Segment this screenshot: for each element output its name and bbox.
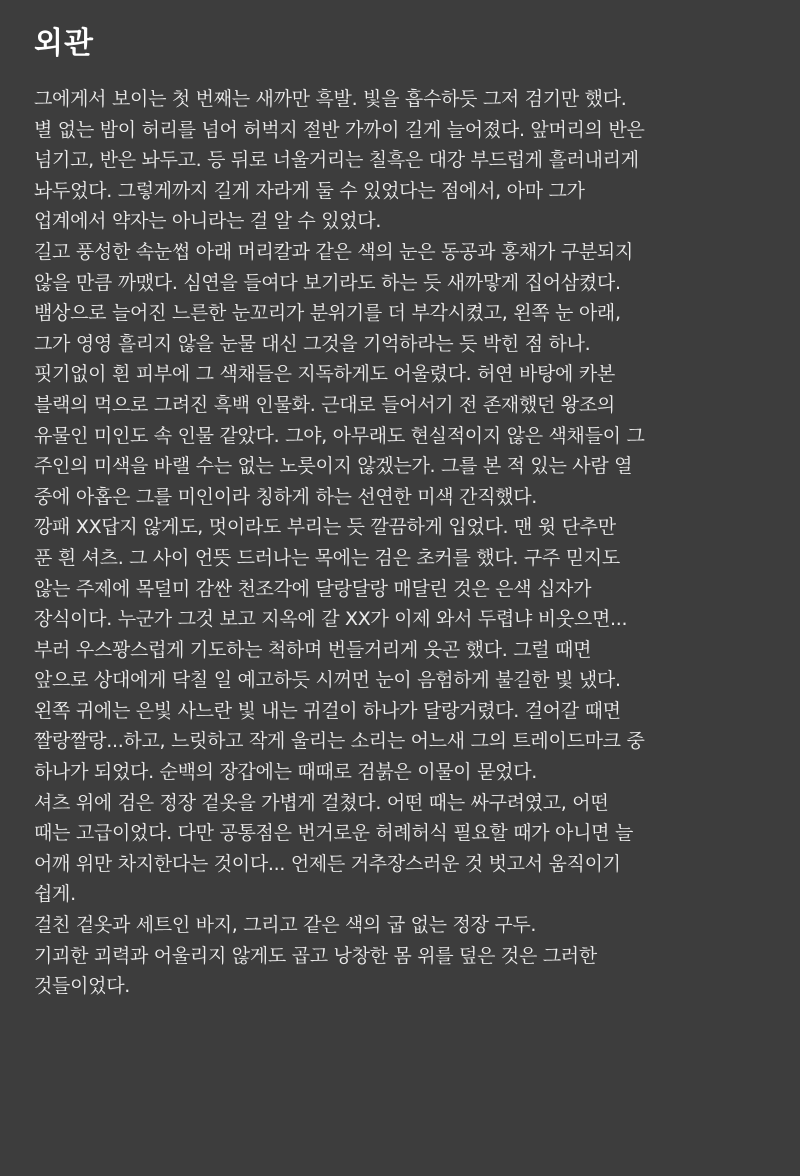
text-line: 업계에서 약자는 아니라는 걸 알 수 있었다.	[34, 210, 382, 233]
text-line: 장식이다. 누군가 그것 보고 지옥에 갈 XX가 이제 와서 두렵냐 비웃으면...	[34, 608, 628, 631]
text-line: 블랙의 먹으로 그려진 흑백 인물화. 근대로 들어서기 전 존재했던 왕조의	[34, 393, 615, 416]
text-line: 짤랑짤랑...하고, 느릿하고 작게 울리는 소리는 어느새 그의 트레이드마크 중	[34, 730, 645, 753]
text-line: 않는 주제에 목덜미 감싼 천조각에 달랑달랑 매달린 것은 은색 십자가	[34, 577, 592, 600]
text-line: 것들이었다.	[34, 975, 131, 998]
text-line: 셔츠 위에 검은 정장 겉옷을 가볍게 걸쳤다. 어떤 때는 싸구려였고, 어떤	[34, 791, 609, 814]
text-line: 어깨 위만 차지한다는 것이다... 언제든 거추장스러운 것 벗고서 움직이기	[34, 852, 621, 875]
text-line: 걸친 겉옷과 세트인 바지, 그리고 같은 색의 굽 없는 정장 구두.	[34, 914, 537, 937]
text-line: 주인의 미색을 바랠 수는 없는 노릇이지 않겠는가. 그를 본 적 있는 사람 열	[34, 455, 633, 478]
text-line: 길고 풍성한 속눈썹 아래 머리칼과 같은 색의 눈은 동공과 홍채가 구분되지	[34, 240, 634, 263]
text-line: 쉽게.	[34, 883, 76, 906]
text-line: 뱀상으로 늘어진 느른한 눈꼬리가 분위기를 더 부각시켰고, 왼쪽 눈 아래,	[34, 302, 621, 325]
text-line: 핏기없이 흰 피부에 그 색채들은 지독하게도 어울렸다. 허연 바탕에 카본	[34, 363, 615, 386]
text-line: 넘기고, 반은 놔두고. 등 뒤로 너울거리는 칠흑은 대강 부드럽게 흘러내리게	[34, 149, 639, 172]
text-line: 앞으로 상대에게 닥칠 일 예고하듯 시꺼먼 눈이 음험하게 불길한 빛 냈다.	[34, 669, 621, 692]
text-line: 하나가 되었다. 순백의 장갑에는 때때로 검붉은 이물이 묻었다.	[34, 761, 538, 784]
body-text	[34, 84, 780, 1002]
text-line: 부러 우스꽝스럽게 기도하는 척하며 번들거리게 웃곤 했다. 그럴 때면	[34, 638, 592, 661]
text-line: 않을 만큼 까맸다. 심연을 들여다 보기라도 하는 듯 새까맣게 집어삼켰다.	[34, 271, 621, 294]
text-line: 깡패 XX답지 않게도, 멋이라도 부리는 듯 깔끔하게 입었다. 맨 윗 단추만	[34, 516, 616, 539]
text-line: 기괴한 괴력과 어울리지 않게도 곱고 낭창한 몸 위를 덮은 것은 그러한	[34, 944, 597, 967]
text-line: 푼 흰 셔츠. 그 사이 언뜻 드러나는 목에는 검은 초커를 했다. 구주 믿지도	[34, 546, 620, 569]
text-line: 때는 고급이었다. 다만 공통점은 번거로운 허례허식 필요할 때가 아니면 늘	[34, 822, 634, 845]
text-line: 유물인 미인도 속 인물 같았다. 그야, 아무래도 현실적이지 않은 색채들이 그	[34, 424, 645, 447]
page-title: 외관	[34, 26, 94, 61]
text-line: 왼쪽 귀에는 은빛 사느란 빛 내는 귀걸이 하나가 달랑거렸다. 걸어갈 때면	[34, 699, 621, 722]
text-line: 그가 영영 흘리지 않을 눈물 대신 그것을 기억하라는 듯 박힌 점 하나.	[34, 332, 591, 355]
text-line: 놔두었다. 그렇게까지 길게 자라게 둘 수 있었다는 점에서, 아마 그가	[34, 179, 585, 202]
text-line: 중에 아홉은 그를 미인이라 칭하게 하는 선연한 미색 간직했다.	[34, 485, 538, 508]
text-line: 별 없는 밤이 허리를 넘어 허벅지 절반 가까이 길게 늘어졌다. 앞머리의 반은	[34, 118, 645, 141]
text-line: 그에게서 보이는 첫 번째는 새까만 흑발. 빛을 흡수하듯 그저 검기만 했다.	[34, 88, 627, 110]
